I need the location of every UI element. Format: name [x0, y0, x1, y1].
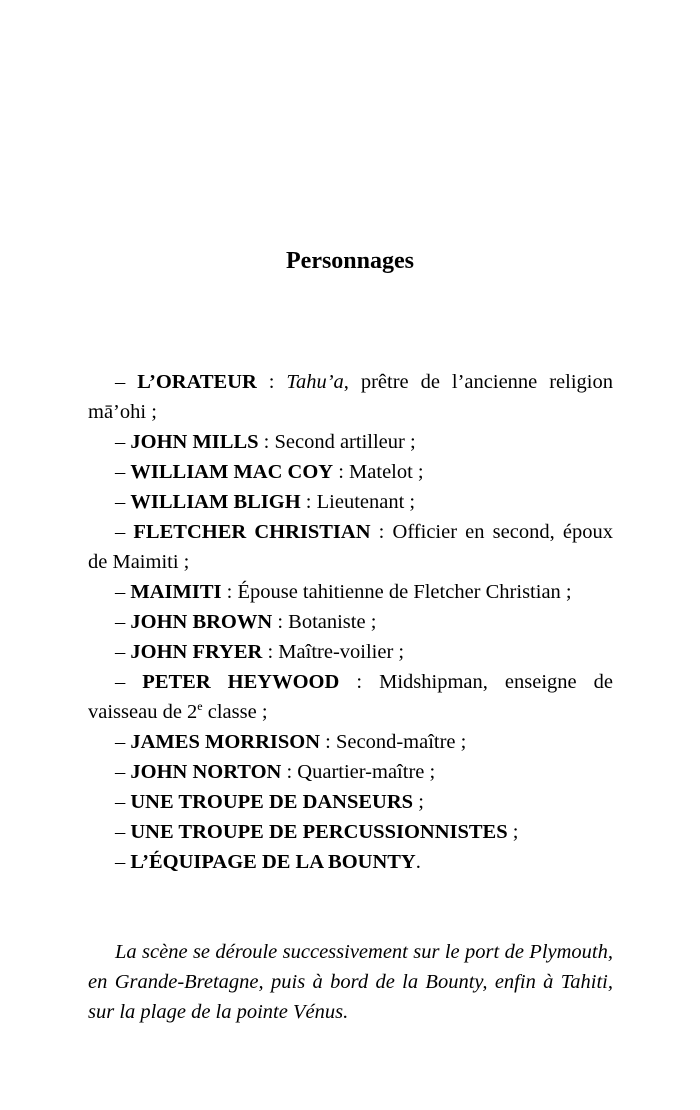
separator: .	[415, 851, 421, 873]
character-name: UNE TROUPE DE PERCUSSIONNISTES	[130, 821, 508, 843]
list-dash: –	[115, 791, 131, 813]
list-dash: –	[115, 431, 131, 453]
character-name: JAMES MORRISON	[130, 731, 321, 753]
character-name: WILLIAM MAC COY	[130, 461, 334, 483]
separator: :	[256, 371, 287, 393]
separator: :	[339, 671, 380, 693]
list-dash: –	[115, 671, 143, 693]
character-name: JOHN NORTON	[130, 761, 282, 783]
separator: :	[258, 431, 275, 453]
cast-item-james-morrison	[88, 727, 613, 757]
cast-item-peter-heywood	[88, 667, 613, 727]
character-description: Second artilleur ;	[274, 431, 416, 453]
character-description: Botaniste ;	[288, 611, 377, 633]
list-dash: –	[115, 581, 131, 603]
character-description: Lieutenant ;	[316, 491, 416, 513]
cast-item-john-brown	[88, 607, 613, 637]
character-description: Midshipman, enseigne de vaisseau de 2	[88, 671, 614, 723]
list-dash: –	[115, 761, 131, 783]
character-description: Maître-voilier ;	[278, 641, 405, 663]
list-dash: –	[115, 851, 131, 873]
superscript: e	[197, 699, 203, 714]
character-name: JOHN BROWN	[130, 611, 273, 633]
cast-item-orateur	[88, 367, 613, 427]
cast-item-equipage-bounty	[88, 847, 613, 877]
character-name: PETER HEYWOOD	[142, 671, 340, 693]
separator: :	[300, 491, 317, 513]
separator: :	[333, 461, 350, 483]
list-dash: –	[115, 521, 134, 543]
list-dash: –	[115, 731, 131, 753]
character-description-end: classe ;	[202, 701, 268, 723]
cast-item-maimiti	[88, 577, 613, 607]
character-description: Second-maître ;	[335, 731, 467, 753]
scene-description: La scène se déroule successivement sur le port de Plymouth, en Grande-Bretagne, puis à bord de la Bounty, enfin à Tahiti, sur la plage de la pointe Vénus.	[88, 941, 613, 1023]
separator: ;	[413, 791, 424, 813]
character-description: Épouse tahitienne de Fletcher Christian ;	[237, 581, 572, 603]
character-name: JOHN MILLS	[130, 431, 259, 453]
character-name: UNE TROUPE DE DANSEURS	[130, 791, 414, 813]
character-name: FLETCHER CHRISTIAN	[133, 521, 371, 543]
cast-item-troupe-percussionnistes	[88, 817, 613, 847]
list-dash: –	[115, 371, 138, 393]
separator: :	[281, 761, 298, 783]
separator: :	[320, 731, 336, 753]
cast-item-john-mills	[88, 427, 613, 457]
list-dash: –	[115, 611, 131, 633]
character-name: WILLIAM BLIGH	[130, 491, 301, 513]
character-name: L’ORATEUR	[137, 371, 257, 393]
cast-item-troupe-danseurs	[88, 787, 613, 817]
list-dash: –	[115, 821, 131, 843]
cast-item-william-mac-coy	[88, 457, 613, 487]
cast-item-william-bligh	[88, 487, 613, 517]
separator: :	[262, 641, 279, 663]
character-description: Officier en second, époux de Maimiti ;	[88, 521, 613, 573]
character-description: Quartier-maître ;	[297, 761, 436, 783]
character-name: JOHN FRYER	[130, 641, 263, 663]
cast-list	[88, 367, 613, 877]
character-description: , prêtre de l’ancienne religion mā’ohi ;	[88, 371, 613, 423]
character-title: Tahu’a	[286, 371, 344, 393]
separator: :	[221, 581, 238, 603]
cast-item-fletcher-christian	[88, 517, 613, 577]
separator: ;	[507, 821, 519, 843]
separator: :	[370, 521, 393, 543]
page-title: Personnages	[286, 248, 414, 274]
cast-item-john-fryer	[88, 637, 613, 667]
character-name: MAIMITI	[130, 581, 222, 603]
list-dash: –	[115, 461, 131, 483]
character-name: L’ÉQUIPAGE DE LA BOUNTY	[130, 851, 416, 873]
cast-item-john-norton	[88, 757, 613, 787]
list-dash: –	[115, 641, 131, 663]
character-description: Matelot ;	[349, 461, 424, 483]
list-dash: –	[115, 491, 131, 513]
separator: :	[272, 611, 289, 633]
